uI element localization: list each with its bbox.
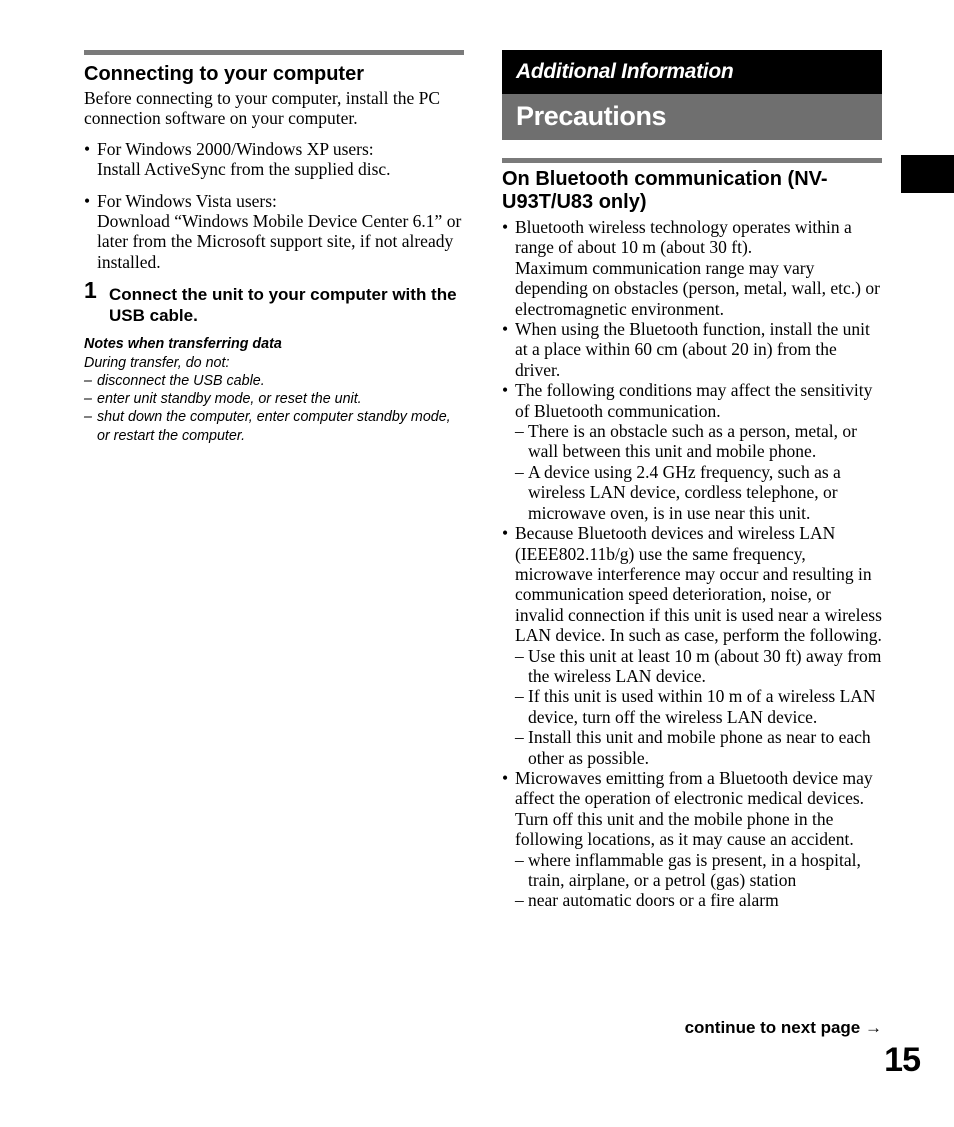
bluetooth-body <box>502 217 882 911</box>
list-item: • Because Bluetooth devices and wireless LAN (IEEE802.11b/g) use the same frequency, microwave interference may occur and resulting in communication speed deterioration, noise, or invalid connection if this unit is used near a wireless LAN device. In such as case, perform the following. – Use this unit at least 10 m (about 30 ft) away from the wireless LAN device. – If this unit is used within 10 m of a wireless LAN device, turn off the wireless LAN device. – Install this unit and mobile phone as near to each other as possible. <box>502 523 882 768</box>
sub-list-item: – If this unit is used within 10 m of a wireless LAN device, turn off the wireless LAN device. <box>515 686 882 727</box>
sub-list-item: – There is an obstacle such as a person, metal, or wall between this unit and mobile phone. <box>515 421 882 462</box>
chapter-thumb-tab <box>901 155 954 193</box>
sub-list-item: – Install this unit and mobile phone as near to each other as possible. <box>515 727 882 768</box>
sub-list <box>515 850 882 911</box>
continue-next-page <box>685 1017 882 1039</box>
right-column <box>502 50 882 911</box>
list-item: • For Windows 2000/Windows XP users: Install ActiveSync from the supplied disc. <box>84 139 464 180</box>
step-number: 1 <box>84 277 97 304</box>
left-column <box>84 50 464 445</box>
sub-list-item: – near automatic doors or a fire alarm <box>515 890 882 910</box>
section-heading-bluetooth: On Bluetooth communication (NV-U93T/U83 only) <box>502 168 828 213</box>
list-item: • Bluetooth wireless technology operates within a range of about 10 m (about 30 ft). Maximum communication range may vary depending on obstacles (person, metal, wall, etc.) or electromagnetic environment. <box>502 217 882 319</box>
arrow-right-icon: → <box>865 1018 882 1037</box>
notes-title: Notes when transferring data <box>84 336 282 353</box>
section-rule <box>502 158 882 163</box>
notes-list <box>84 372 464 445</box>
list-item: – enter unit standby mode, or reset the unit. <box>84 390 464 408</box>
list-item: • For Windows Vista users: Download “Windows Mobile Device Center 6.1” or later from the Microsoft support site, if not already installed. <box>84 191 464 273</box>
os-bullet-list <box>84 139 464 272</box>
sub-list-item: – where inflammable gas is present, in a hospital, train, airplane, or a petrol (gas) station <box>515 850 882 891</box>
sub-list-item: – A device using 2.4 GHz frequency, such as a wireless LAN device, cordless telephone, or microwave oven, is in use near this unit. <box>515 462 882 523</box>
page-title-band: Precautions <box>502 94 882 140</box>
section-heading-connecting: Connecting to your computer <box>84 63 364 85</box>
transfer-notes <box>84 335 464 445</box>
list-item: • The following conditions may affect the sensitivity of Bluetooth communication. – There is an obstacle such as a person, metal, or wall between this unit and mobile phone. – A device using 2.4 GHz frequency, such as a wireless LAN device, cordless telephone, or microwave oven, is in use near this unit. <box>502 380 882 523</box>
section-label-band: Additional Information <box>502 50 882 94</box>
step-1 <box>84 277 464 326</box>
connecting-body <box>84 88 464 272</box>
list-item: – shut down the computer, enter computer standby mode, or restart the computer. <box>84 408 464 445</box>
section-rule <box>84 50 464 55</box>
list-item: • Microwaves emitting from a Bluetooth device may affect the operation of electronic medical devices. Turn off this unit and the mobile phone in the following locations, as it may cause an accident. – where inflammable gas is present, in a hospital, train, airplane, or a petrol (gas) station – near automatic doors or a fire alarm <box>502 768 882 911</box>
page-number: 15 <box>884 1041 920 1079</box>
bluetooth-bullet-list <box>502 217 882 911</box>
intro-paragraph: Before connecting to your computer, install the PC connection software on your computer. <box>84 88 441 129</box>
list-item: • When using the Bluetooth function, install the unit at a place within 60 cm (about 20 in) from the driver. <box>502 319 882 380</box>
notes-lead: During transfer, do not: <box>84 354 230 371</box>
sub-list <box>515 421 882 523</box>
continue-text: continue to next page <box>684 1018 861 1037</box>
sub-list-item: – Use this unit at least 10 m (about 30 ft) away from the wireless LAN device. <box>515 646 882 687</box>
list-item: – disconnect the USB cable. <box>84 372 464 390</box>
step-text: Connect the unit to your computer with the USB cable. <box>109 285 457 325</box>
sub-list <box>515 646 882 768</box>
